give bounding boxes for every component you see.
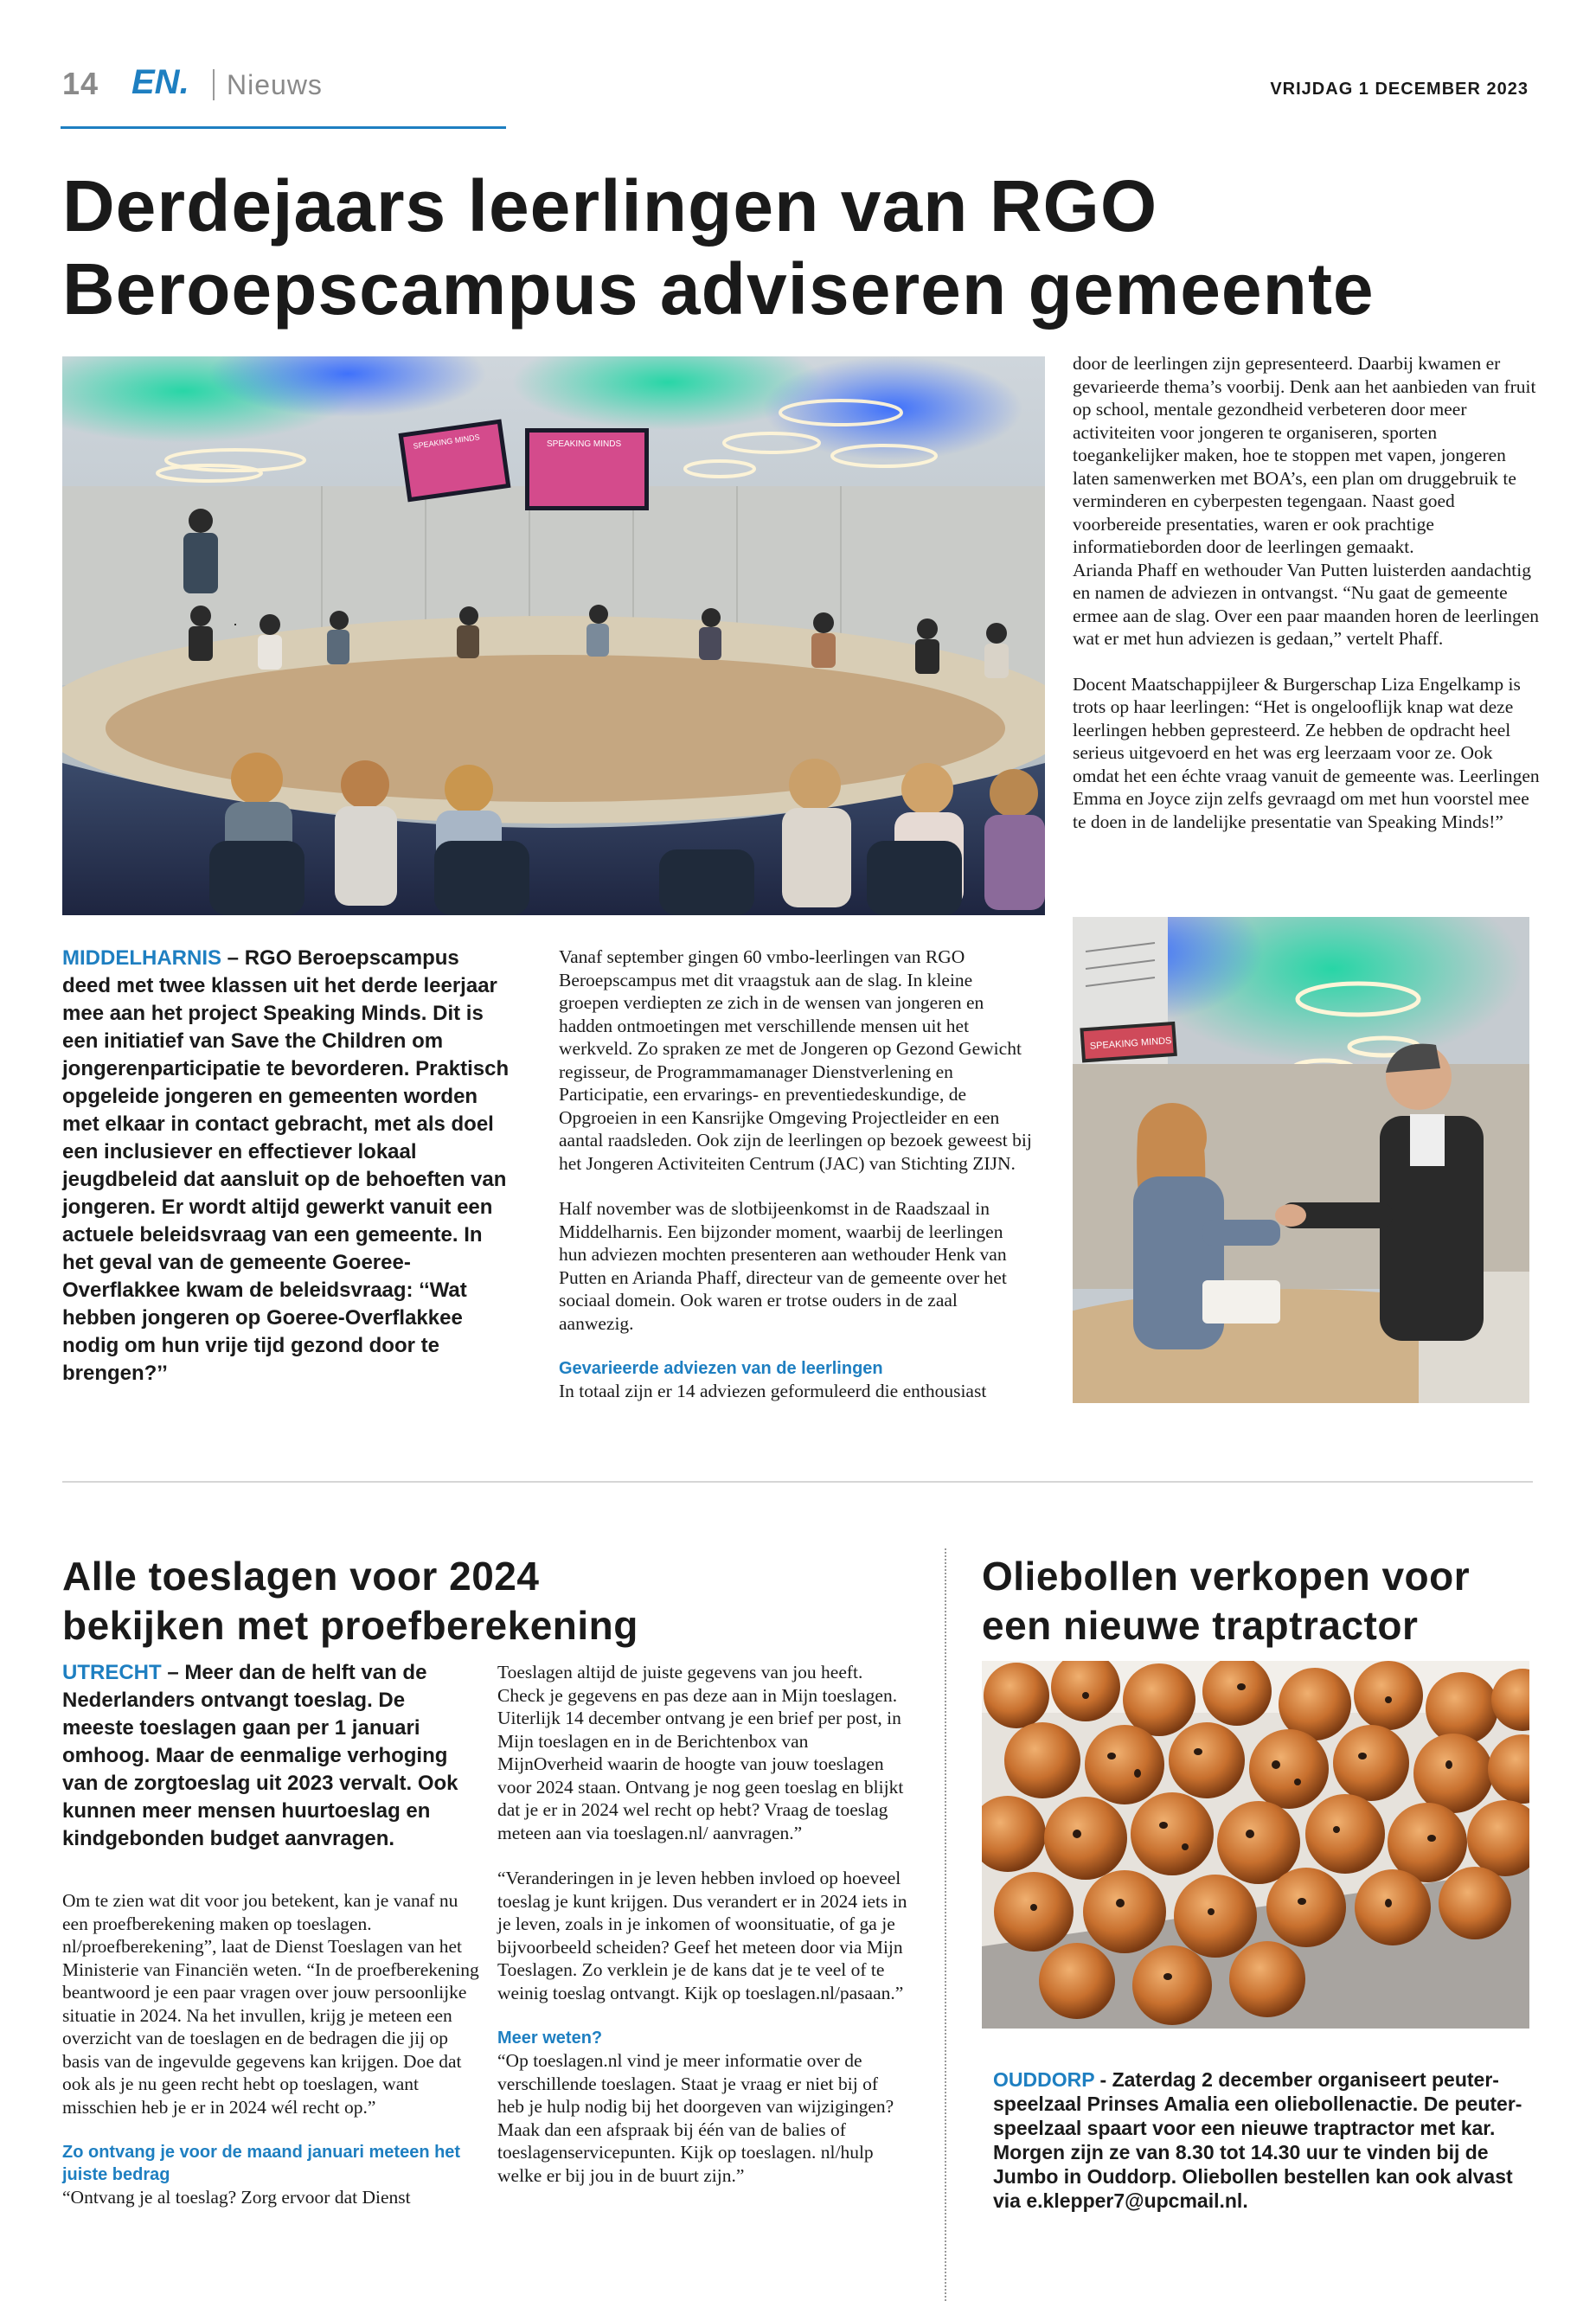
header-separator [213, 69, 215, 100]
article1-headline-line2: Beroepscampus adviseren gemeente [62, 248, 1375, 330]
article1-col2-paragraph2: Half november was de slotbijeenkomst in de Raadszaal in Middelharnis. Een bijzonder moment, waarbij de leerlingen hun adviezen mochten presenteren aan wethouder Henk van Putten en Arianda Phaff, directeur van de gemeente over het sociaal domein. Ook waren er trotse ouders in de zaal aanwezig. [559, 1198, 1007, 1334]
page-number: 14 [62, 66, 99, 101]
article2-headline-line2: bekijken met proefberekening [62, 1603, 638, 1648]
article2-lead [62, 1659, 469, 1853]
article1-column2 [559, 945, 1033, 1403]
article2-headline [62, 1552, 893, 1650]
article3-dateline: OUDDORP [993, 2068, 1095, 2091]
handshake-screen-text: SPEAKING MINDS [1089, 1035, 1172, 1052]
article1-handshake-photo [1073, 917, 1529, 1403]
article3-headline-line1: Oliebollen verkopen voor [982, 1554, 1471, 1599]
article2-col2-paragraph3: “Op toeslagen.nl vind je meer informatie over de verschillende toeslagen. Staat je vraag er niet bij of heb je hulp nodig bij het doorgeven van wijzigingen? Maak dan een afspraak bij één van de balies of toeslagenservicepunten. Kijk op toeslagen. nl/hulp welke er bij jou in de buurt zijn.” [497, 2050, 894, 2186]
screen-text-left: SPEAKING MINDS [413, 433, 481, 451]
article2-col1-subhead: Zo ontvang je voor de maand januari meteen het juiste bedrag [62, 2143, 461, 2184]
article2-col2-paragraph1: Toeslagen altijd de juiste gegevens van jou heeft. Check je gegevens en pas deze aan in Mijn toeslagen. Uiterlijk 14 december ontvang je een brief per post, in Mijn toeslagen en in de Berichtenbox van MijnOverheid waarin de hoogte van jouw toeslagen voor 2024 staan. Ontvang je nog geen toeslag en blijkt dat je er in 2024 wel recht op hebt? Vraag de toeslag meteen aan via toeslagen.nl/ aanvragen.” [497, 1662, 904, 1843]
article2-lead-text: – Meer dan de helft van de Nederlanders ontvangt toeslag. De meeste toeslagen gaan per 1 januari omhoog. Maar de eenmalige verhoging van de zorgtoeslag uit 2023 vervalt. Ook kunnen meer mensen huurtoeslag en kindgebonden budget aanvragen. [62, 1661, 458, 1850]
header-rule [61, 126, 506, 129]
article1-column3 [1073, 352, 1540, 833]
page-date: VRIJDAG 1 DECEMBER 2023 [1270, 80, 1529, 99]
article1-col2-paragraph3: In totaal zijn er 14 adviezen geformuleerd die enthousiast [559, 1381, 987, 1401]
article3-lead-text: - Zaterdag 2 december organiseert peuter-speelzaal Prinses Amalia een oliebollenactie. De peuter-speelzaal spaart voor een nieuwe traptractor met kar. Morgen zijn ze van 8.30 tot 14.30 uur te vinden bij de Jumbo in Ouddorp. Oliebollen bestellen kan ook alvast via e.klepper7@upcmail.nl. [993, 2068, 1522, 2212]
article1-headline [62, 164, 1533, 330]
article1-col2-paragraph1: Vanaf september gingen 60 vmbo-leerlingen van RGO Beroepscampus met dit vraagstuk aan de slag. In kleine groepen verdiepten ze zich in de wensen van jongeren en hadden ontmoetingen met verschillende mensen uit het werkveld. Zo spraken ze met de Jongeren op Gezond Gewicht regisseur, de Programmamanager Dienstverlening en Participatie, een ervarings- en preventiedeskundige, de Opgroeien in een Kansrijke Omgeving Projectleider en een aantal raadsleden. Ook zijn de leerlingen op bezoek geweest bij het Jongeren Activiteiten Centrum (JAC) van Stichting ZIJN. [559, 946, 1032, 1174]
article1-col3-paragraph2: Arianda Phaff en wethouder Van Putten luisterden aandachtig en namen de adviezen in ontvangst. “Nu gaat de gemeente ermee aan de slag. Over een paar maanden horen de leerlingen wat er met hun adviezen is gedaan,” vertelt Phaff. [1073, 559, 1540, 649]
article1-headline-line1: Derdejaars leerlingen van RGO [62, 165, 1158, 247]
column-divider [945, 1548, 946, 2301]
section-label: Nieuws [227, 69, 323, 100]
article2-headline-line1: Alle toeslagen voor 2024 [62, 1554, 540, 1599]
article1-lead [62, 945, 512, 1388]
article2-column1 [62, 1889, 483, 2209]
article1-main-photo [62, 356, 1045, 915]
logo-text: EN. [131, 63, 189, 100]
article1-col3-paragraph1: door de leerlingen zijn gepresenteerd. Daarbij kwamen er gevarieerde thema’s voorbij. Denk aan het aanbieden van fruit op school, mentale gezondheid verbeteren door meer activiteiten voor jongeren te organiseren, sporten toegankelijker maken, hoe te stoppen met vapen, jongeren laten samenwerken met BOA’s, een plan om druggebruik te verminderen en cyberpesten tegengaan. Naast goed voorbereide presentaties, waren er ook prachtige informatieborden door de leerlingen gemaakt. [1073, 353, 1536, 557]
article3-headline-line2: een nieuwe traptractor [982, 1603, 1419, 1648]
article1-dateline: MIDDELHARNIS [62, 946, 221, 970]
article1-col3-paragraph3: Docent Maatschappijleer & Burgerschap Liza Engelkamp is trots op haar leerlingen: “Het is ongelooflijk knap wat deze leerlingen hebben gepresteerd. Ze hebben de opdracht heel serieus uitgevoerd en het was erg leerzaam voor ze. Ook omdat het een échte vraag vanuit de gemeente was. Leerlingen Emma en Joyce zijn zelfs gevraagd om met hun voorstel mee te doen in de landelijke presentatie van Speaking Minds!” [1073, 673, 1540, 832]
article2-col1-paragraph1: Om te zien wat dit voor jou betekent, kan je vanaf nu een proefberekening maken op toeslagen. nl/proefberekening”, laat de Dienst Toeslagen van het Ministerie van Financiën weten. “In de proefberekening beantwoord je een paar vragen over jouw persoonlijke situatie in 2024. Na het invullen, krijg je meteen een overzicht van de toeslagen en de bedragen die jij op basis van de ingevulde gegevens kan krijgen. Doe dat ook als je nu geen recht hebt op toeslagen, want misschien heb je er in 2024 wél recht op.” [62, 1890, 479, 2118]
article1-col2-subhead: Gevarieerde adviezen van de leerlingen [559, 1359, 883, 1378]
article2-dateline: UTRECHT [62, 1661, 162, 1684]
section-divider [62, 1481, 1533, 1483]
en-logo [131, 61, 199, 100]
article3-lead [993, 2067, 1529, 2213]
article2-col2-paragraph2: “Veranderingen in je leven hebben invloed op hoeveel toeslag je kunt krijgen. Dus verandert er in 2024 iets in je leven, zoals in je inkomen of woonsituatie, of ga je bijvoorbeeld scheiden? Geef het meteen door via Mijn Toeslagen. Zo verklein je de kans dat je te veel of te weinig toeslag ontvangt. Kijk op toeslagen.nl/pasaan.” [497, 1868, 907, 2003]
article3-headline [982, 1552, 1535, 1650]
article2-col1-paragraph2: “Ontvang je al toeslag? Zorg ervoor dat Dienst [62, 2187, 411, 2208]
screen-text-right: SPEAKING MINDS [547, 439, 622, 449]
article1-lead-text: – RGO Beroepscampus deed met twee klassen uit het derde leerjaar mee aan het project Speaking Minds. Dit is een initiatief van Save the Children om jongerenparticipatie te bevorderen. Praktisch opgeleide jongeren en gemeenten worden met elkaar in contact gebracht, met als doel een inclusiever en effectiever lokaal jeugdbeleid dat aansluit op de behoeften van jongeren. Er wordt altijd gewerkt vanuit een actuele beleidsvraag van een gemeente. In het geval van de gemeente Goeree-Overflakkee kwam de beleidsvraag: ‘‘Wat hebben jongeren op Goeree-Overflakkee nodig om hun vrije tijd gezond door te brengen?’’ [62, 946, 510, 1385]
article3-oliebollen-photo [982, 1661, 1529, 2029]
article2-col2-subhead: Meer weten? [497, 2029, 603, 2048]
article2-column2 [497, 1661, 908, 2187]
